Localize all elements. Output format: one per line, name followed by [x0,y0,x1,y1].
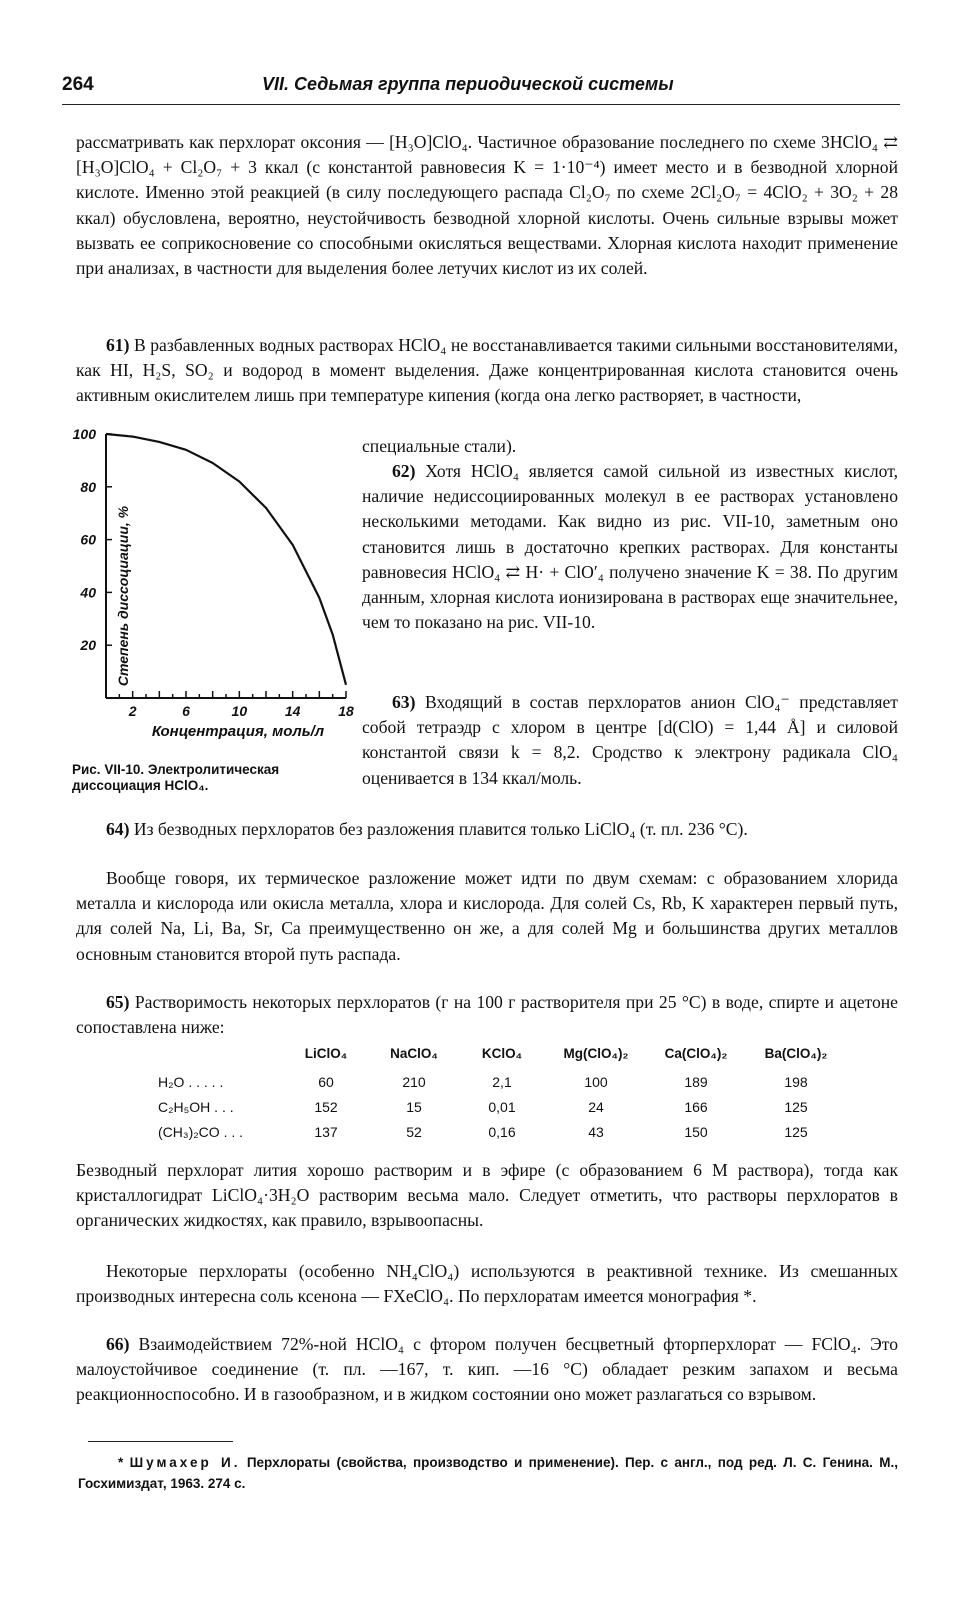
table-row [156,1094,846,1119]
table-row [156,1069,846,1094]
table-row [156,1119,846,1144]
table-header-cell: KClO₄ [481,1046,523,1061]
paragraph-65 [76,990,898,1040]
paragraph-number: 62) [392,461,416,481]
x-axis-label: Концентрация, моль/л [151,723,325,740]
table-cell: 125 [784,1098,808,1115]
x-tick-label: 10 [231,703,248,719]
y-tick-label: 60 [80,531,96,548]
table-cell: 60 [318,1073,334,1090]
paragraph-intro: рассматривать как перхлорат оксония — [H₃O]ClO₄. Частичное образование последнего по схеме 3HClO₄ ⇄ [H₃O]ClO₄ + Cl₂O₇ + 3 ккал (с константой равновесия K = 1·10⁻⁴) имеет место и в безводной хлорной кислоте. Именно этой реакцией (в силу последующего распада Cl₂O₇ по схеме 2Cl₂O₇ = 4ClO₂ + 3O₂ + 28 ккал) обусловлена, вероятно, неустойчивость безводной хлорной кислоты. Очень сильные взрывы может вызвать ее соприкосновение со способными окисляться веществами. Хлорная кислота находит применение при анализах, в частности для выделения более летучих кислот из их солей. [76,132,898,279]
paragraph-64-body: Вообще говоря, их термическое разложение может идти по двум схемам: с образованием хлорида металла и кислорода или окисла металла, хлора и кислорода. Для солей Cs, Rb, K характерен первый путь, для солей Na, Li, Ba, Sr, Ca преимущественно он же, а для солей Mg и большинства других металлов основным становится второй путь распада. [76,868,898,964]
page-header [62,74,900,105]
table-cell: 152 [314,1098,338,1115]
table-cell: 52 [406,1123,422,1140]
paragraph-number: 64) [106,819,130,839]
y-axis-label: Степень диссоциации, % [115,505,131,687]
table-cell: 24 [588,1098,604,1115]
paragraph-62-text: Хотя HClO₄ является самой сильной из известных кислот, наличие недиссоциированных молекул в ее растворах установлено несколькими методами. Как видно из рис. VII-10, заметным оно становится лишь в достаточно крепких растворах. Для константы равновесия HClO₄ ⇄ H· + ClO′₄ получено значение K = 38. По другим данным, хлорная кислота ионизирована в растворах еще значительнее, чем то показано на рис. VII-10. [362,461,898,633]
x-tick-label: 6 [182,703,190,719]
page-number: 264 [62,74,94,95]
table-row-label: H₂O . . . . . [158,1073,224,1090]
paragraph-61-continued: специальные стали). [362,436,517,456]
paragraph-number: 61) [106,335,130,355]
paragraph-62 [362,459,898,635]
table-cell: 0,16 [488,1123,516,1140]
x-tick-label: 18 [338,703,354,719]
table-cell: 0,01 [488,1098,516,1115]
dissociation-chart [62,420,362,760]
paragraph-number: 66) [106,1334,130,1354]
paragraph-66-text: Взаимодействием 72%-ной HClO₄ с фтором получен бесцветный фторперхлорат — FClO₄. Это малоустойчивое соединение (т. пл. —167, т. кип. —16 °С) обладает резким запахом и весьма реакционноспособно. И в газообразном, и в жидком состоянии оно может разлагаться со взрывом. [76,1334,898,1405]
table-cell: 100 [584,1073,608,1090]
paragraph-63 [362,690,898,791]
table-row-label: C₂H₅OH . . . [158,1098,234,1115]
paragraph-64 [76,817,898,842]
x-tick-label: 14 [284,703,301,719]
footnote-marker: * [118,1455,124,1470]
paragraph-number: 63) [392,692,416,712]
table-header-cell: Mg(ClO₄)₂ [563,1046,629,1061]
running-title: VII. Седьмая группа периодической системы [262,74,674,94]
table-cell: 15 [406,1098,422,1115]
table-header-cell [156,1046,282,1069]
table-cell: 198 [784,1073,808,1090]
table-cell: 150 [684,1123,708,1140]
series-line [106,434,346,685]
paragraph-63-text: Входящий в состав перхлоратов анион ClO₄⁻ представляет собой тетраэдр с хлором в центре [d(ClO) = 1,44 Å] и силовой константой связи k = 8,2. Сродство к электрону радикала ClO₄ оценивается в 134 ккал/моль. [362,692,898,788]
figure-caption: Рис. VII-10. Электролитическая диссоциация HClO₄. [72,762,280,793]
y-tick-label: 40 [80,584,96,601]
paragraph-65-body: Безводный перхлорат лития хорошо растворим и в эфире (с образованием 6 M раствора), тогда как кристаллогидрат LiClO₄·3H₂O растворим весьма мало. Следует отметить, что растворы перхлоратов в органических жидкостях, как правило, взрывоопасны. [76,1160,898,1231]
paragraph-65-extra: Некоторые перхлораты (особенно NH₄ClO₄) используются в реактивной технике. Из смешанных производных интересна соль ксенона — FXeClO₄. По перхлоратам имеется монография *. [76,1261,898,1307]
table-header-cell: Ba(ClO₄)₂ [764,1046,828,1061]
footnote-text: Перхлораты (свойства, производство и применение). Пер. с англ., под ред. Л. С. Генина. М., Госхимиздат, 1963. 274 с. [78,1455,898,1491]
table-header-row [156,1046,846,1069]
y-tick-label: 100 [72,426,96,442]
footnote-author: Шумахер И. [129,1455,241,1470]
y-tick-label: 20 [80,637,96,654]
paragraph-61-text: В разбавленных водных растворах HClO₄ не восстанавливается такими сильными восстановителями, как HI, H₂S, SO₂ и водород в момент выделения. Даже концентрированная кислота становится очень активным окислителем лишь при температуре кипения (когда она легко растворяет, в частности, [76,335,898,406]
footnote-rule [88,1441,233,1442]
solubility-table [156,1046,846,1144]
paragraph-66 [76,1332,898,1408]
table-cell: 137 [314,1123,338,1140]
table-cell: 210 [402,1073,426,1090]
table-header-cell: LiClO₄ [304,1046,348,1061]
paragraph-65-text: Растворимость некоторых перхлоратов (г на 100 г растворителя при 25 °С) в воде, спирте и ацетоне сопоставлена ниже: [76,992,898,1038]
table-row-label: (CH₃)₂CO . . . [158,1123,244,1140]
x-tick-label: 2 [128,703,137,719]
table-cell: 189 [684,1073,708,1090]
table-header-cell: Ca(ClO₄)₂ [664,1046,728,1061]
paragraph-61 [76,333,898,409]
table-cell: 2,1 [492,1073,512,1090]
table-cell: 166 [684,1098,708,1115]
table-header-cell: NaClO₄ [390,1046,438,1061]
footnote [78,1452,898,1494]
paragraph-number: 65) [106,992,130,1012]
paragraph-64-text: Из безводных перхлоратов без разложения плавится только LiClO₄ (т. пл. 236 °С). [133,819,748,839]
y-tick-label: 80 [80,478,96,495]
table-cell: 125 [784,1123,808,1140]
table-cell: 43 [588,1123,604,1140]
figure-vii-10 [62,420,362,760]
